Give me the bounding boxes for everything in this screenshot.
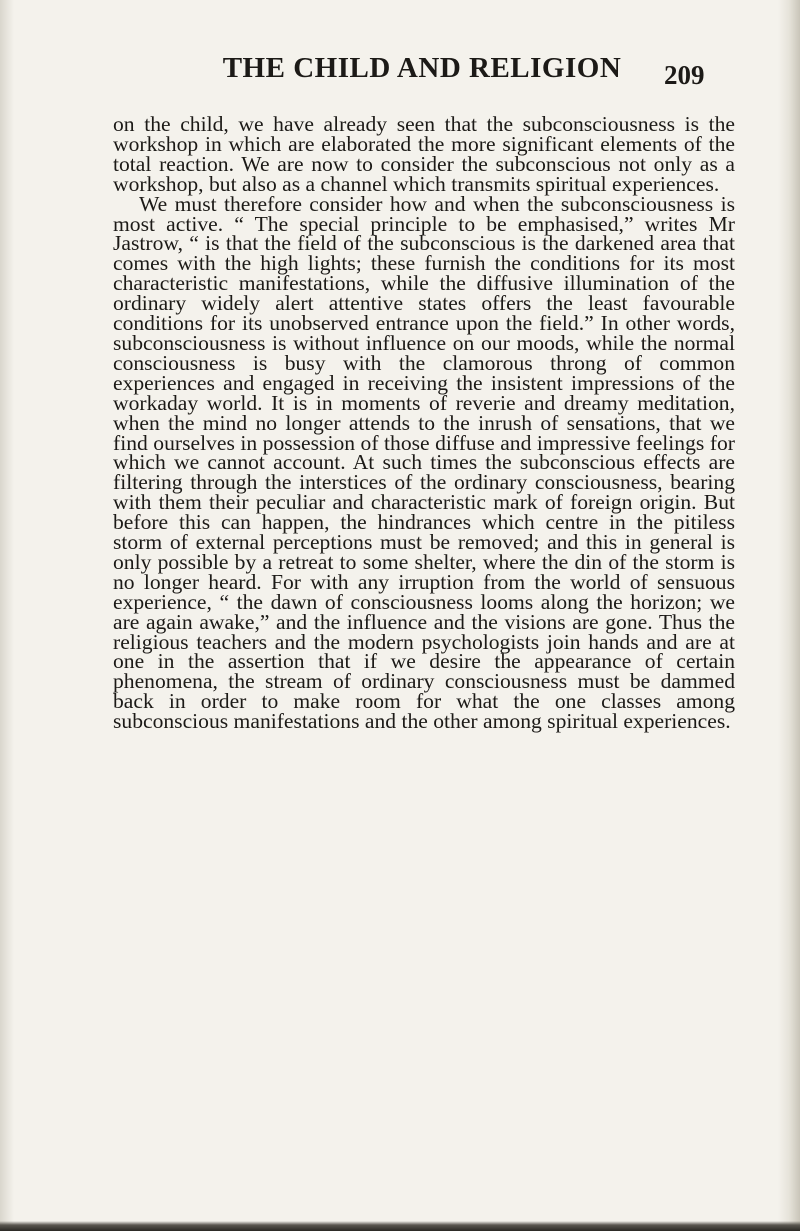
paragraph-1: on the child, we have already seen that the subconsciousness is the workshop in which are elaborated the more significant elements of the total reaction. We are now to consider the subconscious not only as a workshop, but also as a channel which transmits spiritual experiences. — [113, 112, 735, 196]
page-edge-left — [0, 0, 14, 1231]
body-text — [113, 112, 735, 734]
page-edge-right — [778, 0, 800, 1231]
bottom-page-shadow — [0, 1221, 800, 1231]
running-title: THE CHILD AND RELIGION — [222, 52, 622, 84]
paragraph-2: We must therefore consider how and when the subconsciousness is most active. “ The special principle to be emphasised,” writes Mr Jastrow, “ is that the field of the subconscious is the darkened area that comes with the high lights; these furnish the conditions for its most characteristic manifestations, while the diffusive illumination of the ordinary widely alert attentive states offers the least favourable conditions for its unobserved entrance upon the field.” In other words, subconsciousness is without influence on our moods, while the normal consciousness is busy with the clamorous throng of common experiences and engaged in receiving the insistent impressions of the workaday world. It is in moments of reverie and dreamy meditation, when the mind no longer attends to the inrush of sensations, that we find ourselves in possession of those diffuse and impressive feelings for which we cannot account. At such times the subconscious effects are filtering through the interstices of the ordinary consciousness, bearing with them their peculiar and characteristic mark of foreign origin. But before this can happen, the hindrances which centre in the pitiless storm of external perceptions must be removed; and this in general is only possible by a retreat to some shelter, where the din of the storm is no longer heard. For with any irruption from the world of sensuous experience, “ the dawn of consciousness looms along the horizon; we are again awake,” and the influence and the visions are gone. Thus the religious teachers and the modern psychologists join hands and are at one in the assertion that if we desire the appearance of certain phenomena, the stream of ordinary consciousness must be dammed back in order to make room for what the one classes among subconscious manifestations and the other among spiritual experiences. — [113, 191, 735, 734]
page-number: 209 — [664, 60, 705, 90]
